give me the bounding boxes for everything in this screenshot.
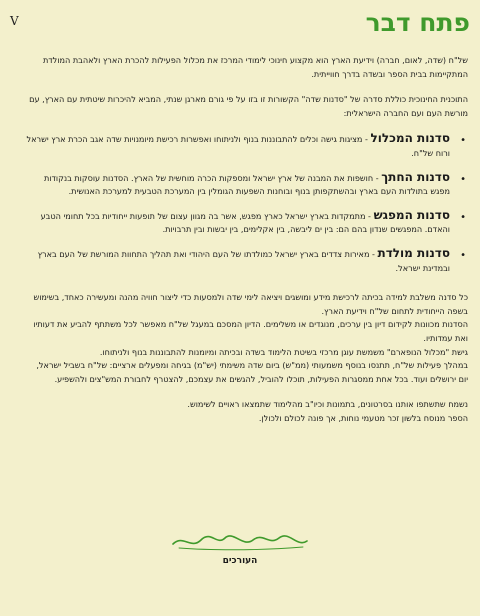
workshop-description: - מתמקדות בארץ ישראל כארץ מפגש, אשר בה מגוון עצום של תופעות ייחודיות בכל תחומי הטבע והאדם. המפגשים שנדון בהם הם: בין ים ליבשה, בין אקלימים, בין יבשות ובין תרבויות. xyxy=(40,210,450,235)
workshop-description: - חושפות את המבנה של ארץ ישראל ומספקות הכרה מוחשית של הארץ. הסדנות עוסקות בנקודות מפגש בתולדות העם בארץ ובהשתקפותן בנוף ובוחנות השפעות הגומלין בין המערכת הטבעית למערכת האנושית. xyxy=(43,172,450,197)
workshop-term: סדנות מולדת xyxy=(377,245,450,260)
list-item xyxy=(26,132,468,160)
page-title: פתח דבר xyxy=(365,8,470,37)
page-number: V xyxy=(10,14,19,28)
workshop-term: סדנות המכלול xyxy=(370,131,450,146)
editors-signature: העורכים xyxy=(222,556,258,566)
closing-paragraph: נשמח שתשתפו אותנו בסרטונים, בתמונות וכיו"ב מהלימוד שתמצאו ראויים לשימוש. xyxy=(187,399,468,410)
body-paragraph: גישת "מכלול הנופארם" משמשת עוגן מרכזי בשיטת הלימוד בשדה ובכיתה ומיומנות להתבוננות בנוף ולניתוחו. xyxy=(99,346,468,357)
signature-block xyxy=(0,528,480,566)
body-paragraph: כל סדנה משלבת למידה בכיתה לרכישת מידע ומושגים ויציאה לימי שדה ולמסעות כדי ליצור חוויה מהנה ומעשירה כאחד, בשימוש בשפה הייחודית לתחום של"ח וידיעת הארץ. xyxy=(33,292,468,316)
workshop-term: סדנות החתך xyxy=(381,169,450,184)
bullet-icon: • xyxy=(460,249,466,261)
document-body xyxy=(26,54,468,425)
workshop-term: סדנות המפגש xyxy=(373,207,450,222)
body-paragraph: הסדנות מכוונות לקידום דיון בין ערכים, מנוגדים או משלימים. הדיון המסכם במעגל של"ח מאפשר לכל משתתף להביע את דעותיו ואת עמדותיו. xyxy=(33,319,468,343)
workshop-description: - מציגות גישה וכלים להתבוננות בנוף ולניתוחו ואפשרות רכישת מיומנויות שדה אגב הכרת ארץ ישראל ורוח של"ח. xyxy=(26,134,450,158)
bullet-icon: • xyxy=(460,173,466,185)
workshop-description: - מאירות צדדים בארץ ישראל כמולדתו של העם היהודי ואת תהליך התחוות המורשת של העם בארץ ובמדינת ישראל. xyxy=(37,248,450,273)
handwritten-signature xyxy=(165,528,315,554)
intro-paragraph: התוכנית החינוכית כוללת סדרה של "סדנות שדה" הקשורות זו בזו על פי גורם מארגן שנתי, המביא להיכרות שיטתית עם הארץ, עם מורשת העם ועם החברה הישראלית: xyxy=(29,94,468,118)
workshop-list xyxy=(26,132,468,275)
list-item xyxy=(26,171,468,199)
bullet-icon: • xyxy=(460,135,466,147)
list-item xyxy=(26,209,468,237)
closing-paragraph: הספר מנוסח בלשון זכר מטעמי נוחות, אך פונה לכולם ולכולן. xyxy=(258,412,468,423)
list-item xyxy=(26,247,468,275)
body-paragraph: במהלך פעילות של"ח, תתנסו בנוסף משמעותי (ממ"ש) ביום שדה משימתי (יש"מ) בגיחה ומפעלים ארציים: של"ח בשביל ישראל, יום ירושלים ועוד. בכל אחת ממסגרות הפעילות, תוכלו להוביל, להגשים את עצמכם, להצטרף לחבורת המש"צים ולהשפיע. xyxy=(36,360,468,384)
intro-paragraph: של"ח (שדה, לאום, חברה) וידיעת הארץ הוא מקצוע חינוכי לימודי המרכז את מכלול הפעילות להכרת הארץ ולאהבת המולדת המתקיימות בבית הספר ובשדה בדרך חווייתית. xyxy=(42,55,468,79)
bullet-icon: • xyxy=(460,211,466,223)
